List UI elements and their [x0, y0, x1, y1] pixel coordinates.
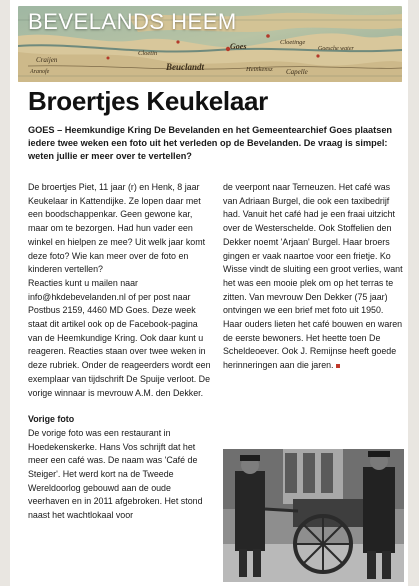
- map-label: Craijen: [36, 56, 58, 64]
- section-subhead: Vorige foto: [28, 414, 75, 425]
- map-label: Goes: [230, 42, 247, 51]
- map-label: Heinkensz: [246, 66, 273, 73]
- left-column: [28, 181, 211, 523]
- article-headline: Broertjes Keukelaar: [28, 86, 268, 116]
- header-banner: [18, 6, 402, 82]
- map-label: Capelle: [286, 68, 308, 76]
- end-mark-icon: [336, 364, 340, 368]
- article-page: [10, 0, 408, 586]
- paragraph: De broertjes Piet, 11 jaar (r) en Henk, 8 jaar Keukelaar in Kattendijke. Ze lopen daar met een boodschappenkar. Geen gewone kar, maar om te bezorgen. Had hun vader een winkel en hielpen ze mee? Uit welk jaar komt deze foto? Wie kan meer over de foto en kinderen vertellen?: [28, 182, 206, 275]
- paragraph: De vorige foto was een restaurant in Hoedekenskerke. Hans Vos schrijft dat het meer een café was. De naam was 'Café de Steiger'. Het werd kort na de Tweede Wereldoorlog gebouwd aan de oude veerhaven en in 2011 afgebroken. Het stond naast het wachtlokaal voor: [28, 427, 203, 521]
- map-label: Goesche water: [318, 46, 354, 52]
- map-label: Aranofe: [30, 69, 50, 75]
- map-label: Cloetinge: [280, 39, 306, 46]
- map-label: Beuclandt: [166, 62, 205, 72]
- paragraph: de veerpont naar Terneuzen. Het café was van Adriaan Burgel, die ook een taxibedrijf had. Vanuit het café had je een fraai uitzicht over de Westerschelde. Ook Stoffelien den Dekker noemt 'Arjaan' Burgel. Haar broers gingen er vaak naartoe voor een frietje. Ko Wisse vindt de sluiting een groot verlies, want het was een mooie plek om op het terras te zitten. Van mevrouw Den Dekker (75 jaar) ontvingen we een brief met foto uit 1950. Haar ouders lieten het café bouwen en waren de eerste bewoners. Het heette toen De Scheldeoever. Ook J. Remijnse heeft goede herinneringen aan die jaren.: [223, 182, 403, 371]
- article-intro: GOES – Heemkundige Kring De Bevelanden en het Gemeentearchief Goes plaatsen iedere twee weken een foto uit het verleden op de Bevelanden. De vraag is simpel: weten jullie er meer over te vertellen?: [28, 125, 393, 161]
- historic-photo: [223, 449, 404, 582]
- map-label: Cloetin: [138, 50, 158, 57]
- boys-with-cart-photo: [223, 449, 404, 582]
- right-column: [223, 181, 405, 373]
- paragraph: Reacties kunt u mailen naar info@hkdebevelanden.nl of per post naar Postbus 2159, 4460 MD Goes. Deze week staat dit artikel ook op de Facebook-pagina van de Heemkundige Kring. Ook daar kunt u reageren. Reacties staan over twee weken in deze rubriek. Onder de reageerders wordt een exemplaar van tijdschrift De Spuije verloot. De vorige winnaar is mevrouw A.M. den Dekker.: [28, 277, 211, 398]
- magazine-title: BEVELANDS HEEM: [28, 9, 237, 34]
